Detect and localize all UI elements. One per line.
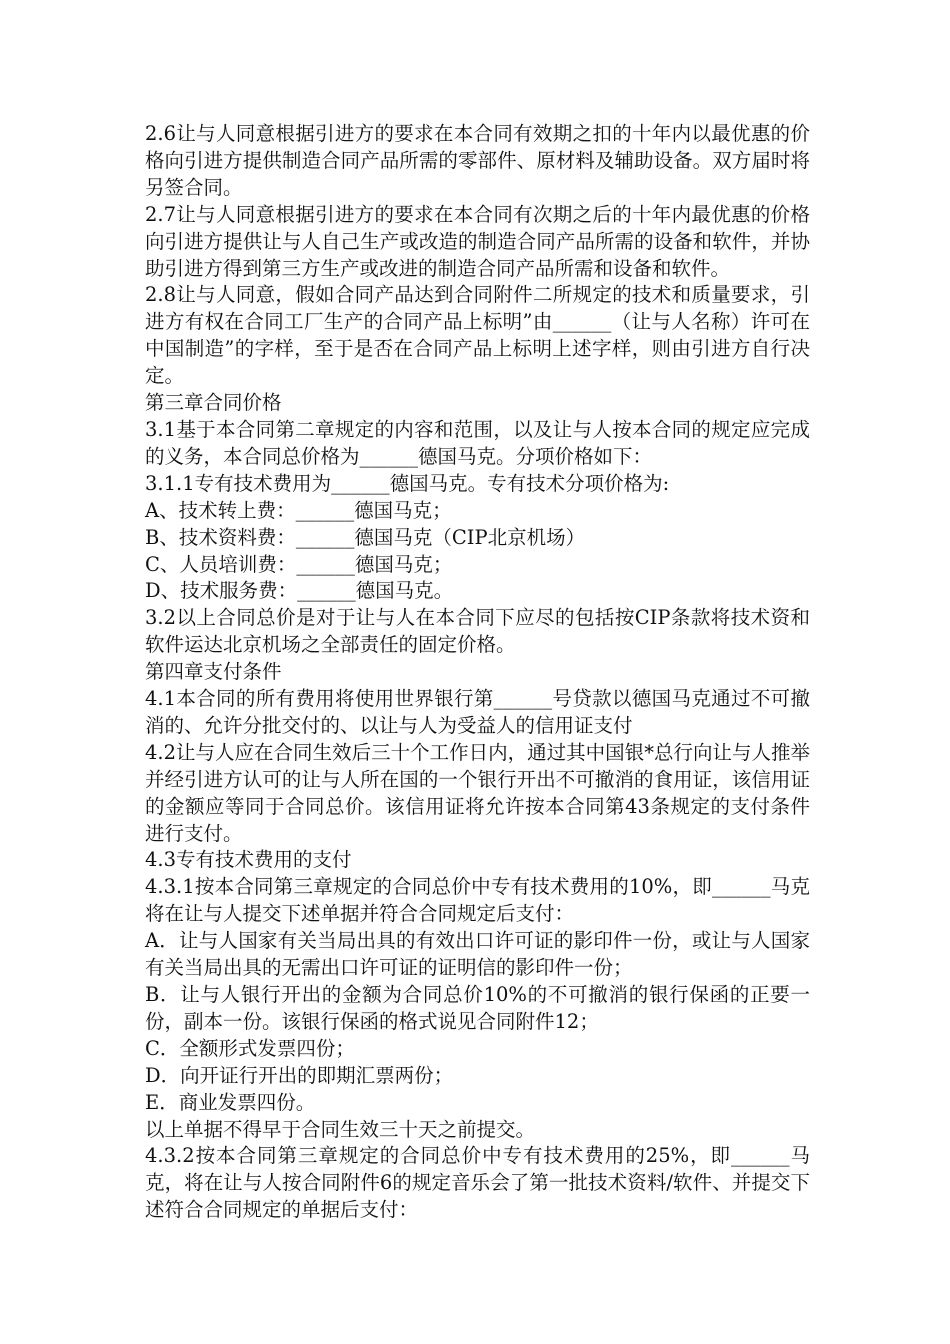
document-item-e: E．商业发票四份。 [145,1090,316,1114]
clause-2-8: 2.8让与人同意，假如合同产品达到合同附件二所规定的技术和质量要求，引进方有权在合同工厂生产的合同产品上标明”由______（让与人名称）许可在中国制造”的字样，至于是否在合同产品上标明上述字样，则由引进方自行决定。 [145,283,810,388]
clause-3-1: 3.1基于本合同第二章规定的内容和范围，以及让与人按本合同的规定应完成的义务，本合同总价格为______德国马克。分项价格如下： [145,417,810,468]
document-item-d: D．向开证行开出的即期汇票两份； [145,1063,454,1087]
document-item-c: C．全额形式发票四份； [145,1036,355,1060]
clause-4-2: 4.2让与人应在合同生效后三十个工作日内，通过其中国银*总行向让与人推举并经引进方认可的让与人所在国的一个银行开出不可撤消的食用证，该信用证的金额应等同于合同总价。该信用证将允许按本合同第43条规定的支付条件进行支付。 [145,740,810,845]
chapter-3-heading: 第三章合同价格 [145,391,282,415]
clause-4-3-2: 4.3.2按本合同第三章规定的合同总价中专有技术费用的25%，即______马克，将在让与人按合同附件6的规定音乐会了第一批技术资料/软件、并提交下述符合合同规定的单据后支付： [145,1144,810,1222]
price-item-d: D、技术服务费：______德国马克。 [145,579,454,603]
clause-4-1: 4.1本合同的所有费用将使用世界银行第______号贷款以德国马克通过不可撤消的、允许分批交付的、以让与人为受益人的信用证支付 [145,687,810,737]
price-item-a: A、技术转上费：______德国马克； [145,498,452,522]
clause-4-3: 4.3专有技术费用的支付 [145,848,352,872]
document-item-a: A．让与人国家有关当局出具的有效出口许可证的影印件一份，或让与人国家有关当局出具的无需出口许可证的证明信的影印件一份； [145,929,810,980]
document-page [145,121,810,1224]
clause-2-6: 2.6让与人同意根据引进方的要求在本合同有效期之扣的十年内以最优惠的价格向引进方提供制造合同产品所需的零部件、原材料及辅助设备。双方届时将另签合同。 [145,122,810,199]
clause-3-2: 3.2以上合同总价是对于让与人在本合同下应尽的包括按CIP条款将技术资和软件运达北京机场之全部责任的固定价格。 [145,606,810,657]
clause-2-7: 2.7让与人同意根据引进方的要求在本合同有次期之后的十年内最优惠的价格向引进方提供让与人自己生产或改造的制造合同产品所需的设备和软件，并协助引进方得到第三方生产或改进的制造合同产品所需和设备和软件。 [145,202,810,280]
price-item-b: B、技术资料费：______德国马克（CIP北京机场） [145,525,586,549]
clause-3-1-1: 3.1.1专有技术费用为______德国马克。专有技术分项价格为: [145,471,670,495]
clause-4-3-1: 4.3.1按本合同第三章规定的合同总价中专有技术费用的10%，即______马克将在让与人提交下述单据并符合合同规定后支付： [145,875,810,926]
submission-note: 以上单据不得早于合同生效三十天之前提交。 [145,1117,536,1141]
price-item-c: C、人员培训费：______德国马克； [145,552,453,576]
document-item-b: B．让与人银行开出的金额为合同总价10%的不可撤消的银行保函的正要一份，副本一份。该银行保函的格式说见合同附件12； [145,983,810,1033]
chapter-4-heading: 第四章支付条件 [145,660,282,684]
